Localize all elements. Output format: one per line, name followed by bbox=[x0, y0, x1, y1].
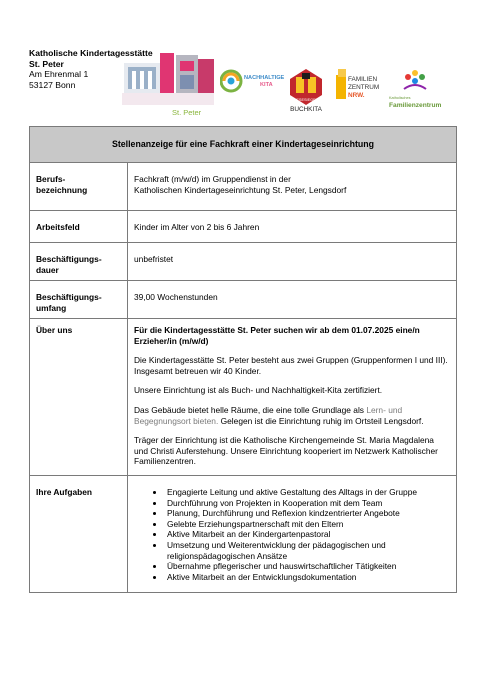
ueber-paragraph-1: Die Kindertagesstätte St. Peter besteht aus zwei Gruppen (Gruppenformen I und III). Insgesamt betreuen wir 40 Kinder. bbox=[134, 355, 448, 376]
familienzentrum-nrw-logo bbox=[336, 69, 384, 103]
table-row bbox=[30, 281, 457, 319]
row-value-arbeitsfeld: Kinder im Alter von 2 bis 6 Jahren bbox=[128, 211, 457, 243]
org-name-line1: Katholische Kindertagesstätte bbox=[29, 48, 153, 58]
logo-strip bbox=[122, 45, 457, 121]
table-heading-row bbox=[30, 127, 457, 163]
umfang-label-line1: Beschäftigungs- bbox=[36, 292, 102, 302]
ueber-paragraph-4: Träger der Einrichtung ist die Katholische Kirchengemeinde St. Maria Magdalena und Christi Auferstehung. Unsere Einrichtung kooperiert im Netzwerk Katholischer Familienzentren. bbox=[134, 435, 438, 467]
kath-familienzentrum-logo bbox=[388, 67, 456, 113]
ueber-intro: Für die Kindertagesstätte St. Peter suchen wir ab dem 01.07.2025 eine/n Erzieher/in (m/w/d) bbox=[134, 325, 420, 346]
table-row bbox=[30, 243, 457, 281]
list-item: • Planung, Durchführung und Reflexion kindzentrierter Angebote bbox=[165, 508, 448, 519]
row-value-dauer: unbefristet bbox=[128, 243, 457, 281]
st-peter-logo bbox=[122, 45, 217, 121]
ueber-p3-part3: Gelegen ist die Einrichtung ruhig im Ortsteil Lengsdorf. bbox=[218, 415, 424, 426]
list-item: • Übernahme pflegerischer und hauswirtschaftlicher Tätigkeiten bbox=[165, 561, 448, 572]
buchkita-logo bbox=[288, 67, 324, 113]
nachhaltig-text-2: KITA bbox=[260, 82, 273, 88]
familien-text-2: ZENTRUM bbox=[348, 84, 380, 91]
nachhaltige-kita-logo bbox=[220, 65, 290, 103]
nachhaltig-text-1: NACHHALTIGE bbox=[244, 75, 285, 81]
buchkita-text: BUCHKITA bbox=[290, 106, 322, 113]
row-label-ueber-uns: Über uns bbox=[30, 319, 128, 476]
org-name-line2: St. Peter bbox=[29, 58, 64, 69]
row-label-arbeitsfeld: Arbeitsfeld bbox=[30, 211, 128, 243]
row-label-umfang bbox=[30, 281, 128, 319]
table-row bbox=[30, 211, 457, 243]
list-item: • Umsetzung und Weiterentwicklung der pädagogischen und religionspädagogischen Ansätze bbox=[165, 540, 448, 561]
umfang-label-line2: umfang bbox=[36, 302, 67, 313]
list-item: • Engagierte Leitung und aktive Gestaltung des Alltags in der Gruppe bbox=[165, 487, 448, 498]
familien-text-3: NRW. bbox=[348, 92, 365, 99]
task-list bbox=[134, 487, 448, 582]
kfz-small-text: Katholisches bbox=[389, 96, 411, 100]
page-title: Stellenanzeige für eine Fachkraft einer Kindertageseinrichtung bbox=[30, 127, 457, 163]
street: Am Ehrenmal 1 bbox=[29, 69, 89, 80]
dauer-label-line1: Beschäftigungs- bbox=[36, 254, 102, 264]
dauer-label-line2: dauer bbox=[36, 264, 59, 275]
list-item: • Aktive Mitarbeit an der Kindergartenpastoral bbox=[165, 529, 448, 540]
list-item: • Gelebte Erziehungspartnerschaft mit den Eltern bbox=[165, 519, 448, 530]
beruf-label-line1: Berufs- bbox=[36, 174, 66, 184]
ueber-p3-part1: Das Gebäude bietet helle Räume, die eine tolle Grundlage als bbox=[134, 404, 367, 415]
beruf-value-line1: Fachkraft (m/w/d) im Gruppendienst in der bbox=[134, 174, 291, 184]
row-label-dauer bbox=[30, 243, 128, 281]
list-item: • Aktive Mitarbeit an der Entwicklungsdokumentation bbox=[165, 572, 448, 583]
list-item: • Durchführung von Projekten in Kooperation mit dem Team bbox=[165, 498, 448, 509]
row-label-beruf bbox=[30, 163, 128, 211]
row-value-beruf bbox=[128, 163, 457, 211]
buchkita-small-text: LESESIEGEL bbox=[294, 98, 318, 102]
beruf-value-line2: Katholischen Kindertageseinrichtung St. Peter, Lengsdorf bbox=[134, 184, 347, 195]
city: 53127 Bonn bbox=[29, 79, 76, 90]
beruf-label-line2: bezeichnung bbox=[36, 184, 88, 195]
row-value-umfang: 39,00 Wochenstunden bbox=[128, 281, 457, 319]
row-value-ueber-uns bbox=[128, 319, 457, 476]
job-table bbox=[29, 126, 457, 593]
kfz-main-text: Familienzentrum bbox=[389, 102, 442, 109]
table-row bbox=[30, 319, 457, 476]
table-row bbox=[30, 475, 457, 592]
row-value-aufgaben bbox=[128, 475, 457, 592]
ueber-paragraph-2: Unsere Einrichtung ist als Buch- und Nachhaltigkeit-Kita zertifiziert. bbox=[134, 385, 383, 396]
ueber-paragraph-3 bbox=[134, 405, 448, 426]
row-label-aufgaben: Ihre Aufgaben bbox=[30, 475, 128, 592]
table-row bbox=[30, 163, 457, 211]
familien-text-1: FAMILIEN bbox=[348, 76, 378, 83]
st-peter-caption: St. Peter bbox=[172, 108, 202, 117]
ueber-p3-part2: Lern- und Begegnungsort bieten. bbox=[134, 404, 403, 426]
